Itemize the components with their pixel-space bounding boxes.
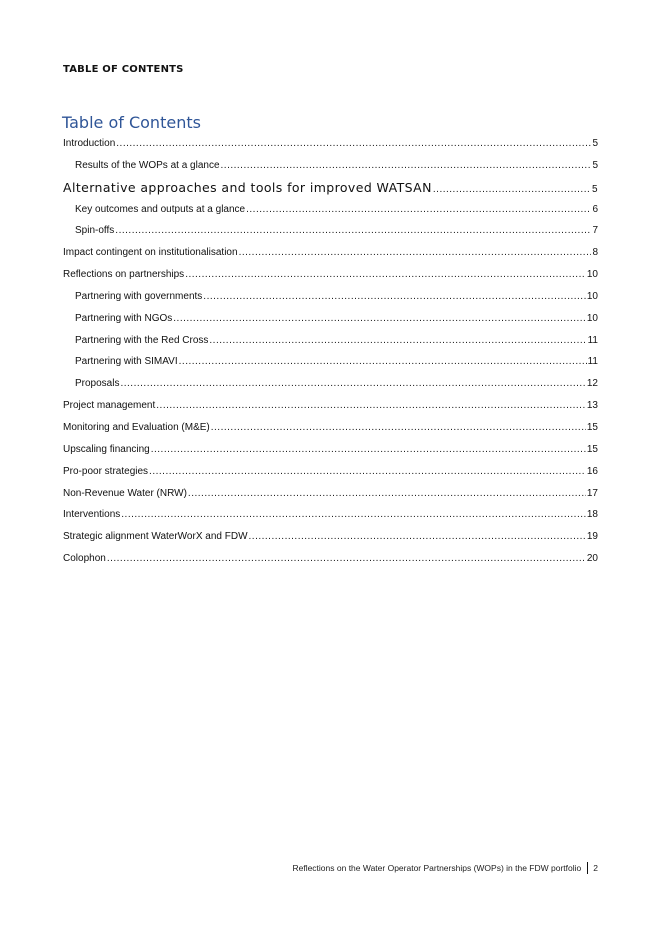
toc-entry-page: 16	[586, 465, 598, 477]
toc-entry-label: Results of the WOPs at a glance	[75, 159, 220, 171]
toc-entry-upscaling-financing[interactable]	[63, 439, 598, 461]
toc-entry-label: Partnering with governments	[75, 290, 203, 302]
toc-entry-reflections-on-partnerships[interactable]	[63, 264, 598, 286]
toc-entry-label: Key outcomes and outputs at a glance	[75, 203, 246, 215]
toc-entry-label: Partnering with NGOs	[75, 312, 173, 324]
footer-text: Reflections on the Water Operator Partnerships (WOPs) in the FDW portfolio	[292, 863, 582, 873]
toc-entry-page: 18	[586, 509, 598, 521]
toc-entry-page: 6	[592, 203, 598, 215]
toc-entry-partnering-ngos[interactable]	[63, 308, 598, 330]
toc-entry-key-outcomes[interactable]	[63, 199, 598, 221]
toc-entry-non-revenue-water[interactable]	[63, 483, 598, 505]
toc-entry-label: Non-Revenue Water (NRW)	[63, 487, 187, 499]
toc-entry-spin-offs[interactable]	[63, 220, 598, 242]
toc-entry-proposals[interactable]	[63, 373, 598, 395]
toc-entry-partnering-red-cross[interactable]	[63, 330, 598, 352]
toc-entry-page: 5	[592, 183, 598, 195]
toc-entry-label: Alternative approaches and tools for improved WATSAN	[63, 179, 432, 195]
toc-entry-page: 8	[592, 247, 598, 259]
toc-entry-introduction[interactable]	[63, 133, 598, 155]
toc-entry-label: Impact contingent on institutionalisation	[63, 247, 238, 259]
toc-entry-page: 5	[592, 138, 598, 149]
toc-entry-pro-poor-strategies[interactable]	[63, 461, 598, 483]
toc-entry-monitoring-evaluation[interactable]	[63, 417, 598, 439]
toc-entry-page: 19	[586, 531, 598, 543]
toc-title: Table of Contents	[62, 113, 201, 132]
toc-entry-project-management[interactable]	[63, 395, 598, 417]
toc-entry-page: 20	[586, 553, 598, 565]
toc-entry-partnering-simavi[interactable]	[63, 351, 598, 373]
toc-entry-label: Proposals	[75, 378, 120, 390]
footer-page-number: 2	[593, 863, 598, 873]
toc-entry-interventions[interactable]	[63, 504, 598, 526]
toc-entry-page: 5	[592, 159, 598, 171]
toc-entry-page: 10	[586, 269, 598, 281]
toc-entry-label: Upscaling financing	[63, 443, 150, 455]
toc-entry-page: 11	[587, 356, 598, 368]
toc-entry-page: 15	[586, 421, 598, 433]
toc-entry-alternative-approaches[interactable]	[63, 177, 598, 199]
toc-entry-page: 13	[586, 400, 598, 412]
toc-entry-page: 10	[586, 290, 598, 302]
toc-list	[63, 133, 598, 570]
toc-entry-strategic-alignment[interactable]	[63, 526, 598, 548]
toc-entry-label: Spin-offs	[75, 225, 115, 237]
toc-entry-page: 11	[587, 334, 598, 346]
toc-entry-label: Monitoring and Evaluation (M&E)	[63, 421, 210, 433]
toc-entry-label: Pro-poor strategies	[63, 465, 149, 477]
toc-entry-colophon[interactable]	[63, 548, 598, 570]
toc-entry-page: 12	[586, 378, 598, 390]
toc-entry-page: 7	[592, 225, 598, 237]
toc-entry-label: Strategic alignment WaterWorX and FDW	[63, 531, 248, 543]
toc-entry-label: Partnering with SIMAVI	[75, 356, 178, 368]
toc-entry-label: Reflections on partnerships	[63, 269, 185, 281]
toc-entry-page: 17	[586, 487, 598, 499]
toc-entry-label: Colophon	[63, 553, 106, 565]
page-footer	[292, 862, 598, 874]
toc-entry-page: 10	[586, 312, 598, 324]
section-heading: TABLE OF CONTENTS	[63, 64, 184, 75]
toc-entry-page: 15	[586, 443, 598, 455]
toc-entry-label: Partnering with the Red Cross	[75, 334, 209, 346]
toc-entry-results-of-wops[interactable]	[63, 155, 598, 177]
toc-entry-impact-contingent[interactable]	[63, 242, 598, 264]
toc-entry-partnering-governments[interactable]	[63, 286, 598, 308]
footer-divider	[587, 862, 588, 874]
toc-entry-label: Interventions	[63, 509, 121, 521]
toc-entry-label: Project management	[63, 400, 156, 412]
toc-entry-label: Introduction	[63, 138, 116, 149]
